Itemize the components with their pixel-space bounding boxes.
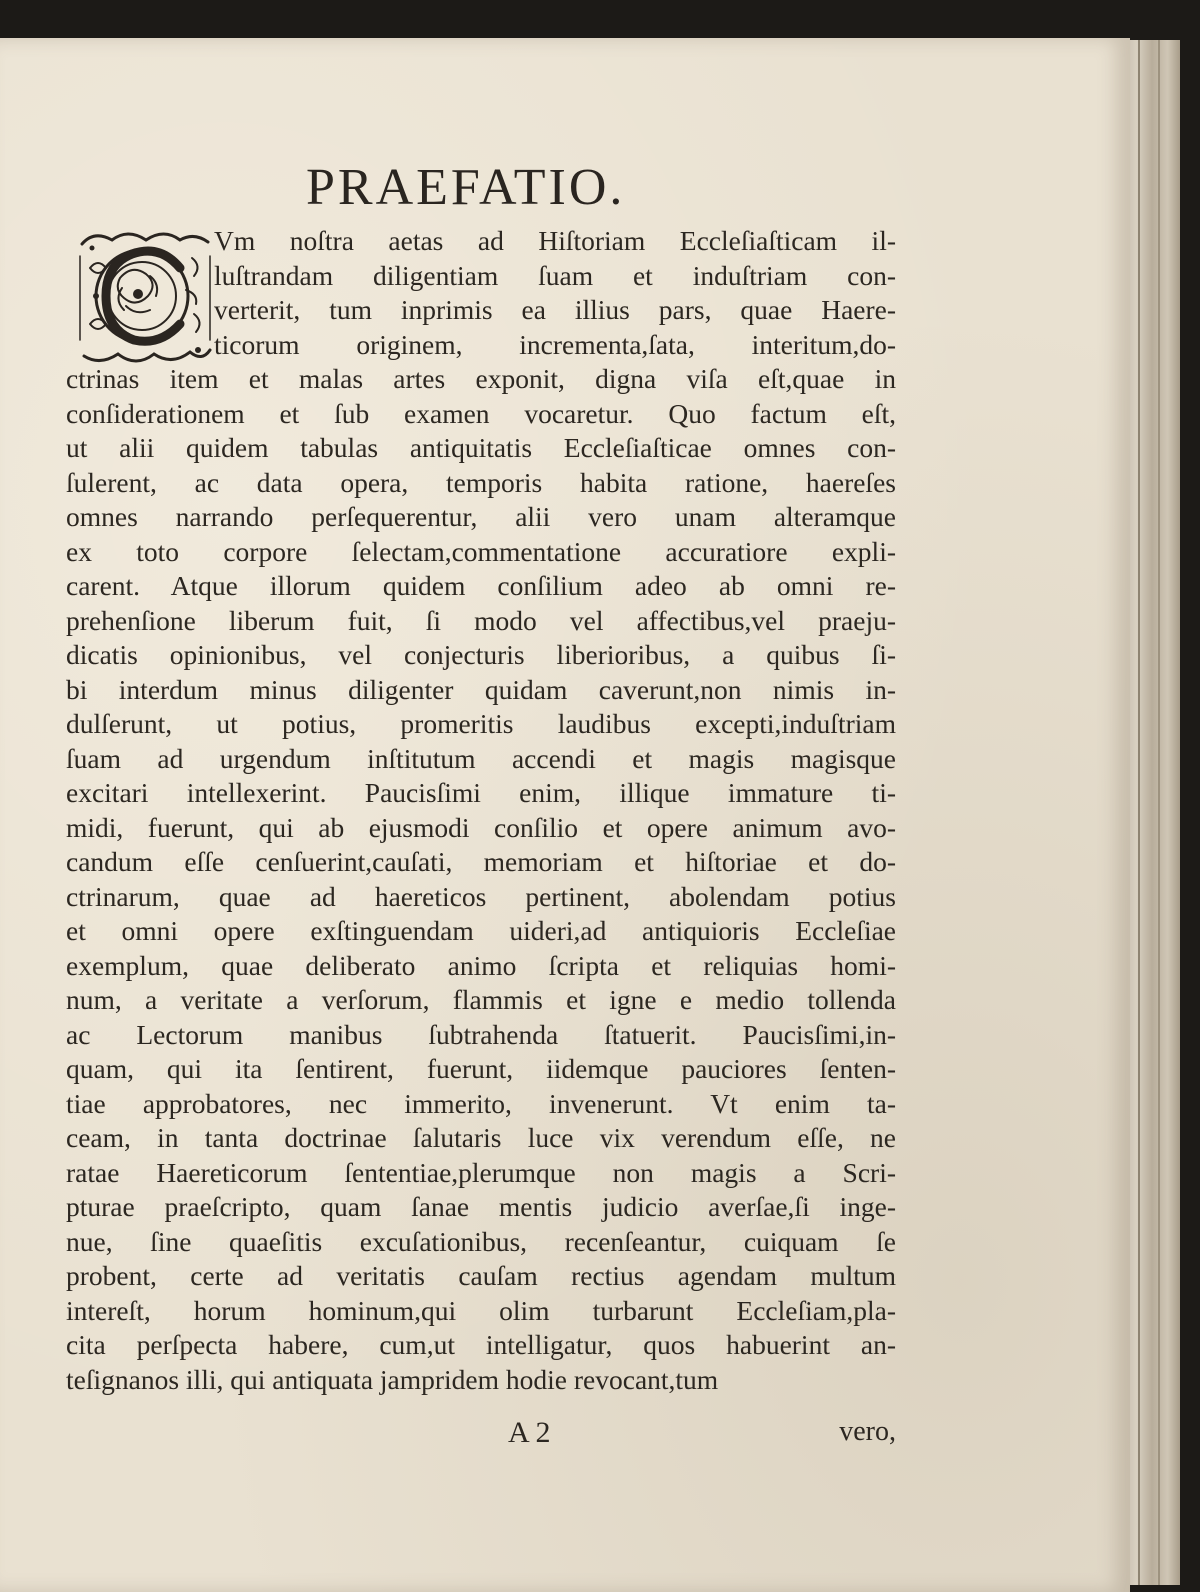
text-line: et omni opere exſtinguendam uideri,ad antiquioris Eccleſiae [66,915,896,946]
text-line: probent, certe ad veritatis cauſam rectius agendam multum [66,1260,896,1291]
text-line: ctrinarum, quae ad haereticos pertinent, abolendam potius [66,880,896,912]
text-line: ratae Haereticorum ſententiae,plerumque non magis a Scri- [66,1156,896,1188]
text-line: verterit, tum inprimis ea illius pars, quae Haere- [214,294,896,325]
text-line: omnes narrando perſequerentur, alii vero unam alteramque [66,501,896,532]
catchword: vero, [839,1416,896,1447]
text-line: ex toto corpore ſelectam,commentatione accuratiore expli- [66,535,896,567]
text-line: cita perſpecta habere, cum,ut intelligatur, quos habuerint an- [66,1329,896,1360]
text-line: intereſt, horum hominum,qui olim turbarunt Eccleſiam,pla- [66,1294,896,1326]
body-text [66,224,896,1397]
text-line: ut alii quidem tabulas antiquitatis Eccleſiaſticae omnes con- [66,432,896,463]
text-line: nue, ſine quaeſitis excuſationibus, recenſeantur, cuiquam ſe [66,1225,896,1257]
text-line: num, a veritate a verſorum, flammis et igne e medio tollenda [66,984,896,1015]
text-line: quam, qui ita ſentirent, fuerunt, iidemque pauciores ſenten- [66,1053,896,1084]
text-line: ſuam ad urgendum inſtitutum accendi et magis magisque [66,742,896,774]
page-footer [66,1416,896,1456]
text-line: tiae approbatores, nec immerito, invenerunt. Vt enim ta- [66,1087,896,1119]
text-line: exemplum, quae deliberato animo ſcripta et reliquias homi- [66,949,896,981]
signature-mark: A 2 [508,1416,551,1449]
text-line: ticorum originem, incrementa,ſata, interitum,do- [214,328,896,360]
text-line: ac Lectorum manibus ſubtrahenda ſtatuerit. Paucisſimi,in- [66,1018,896,1050]
text-line: ctrinas item et malas artes exponit, digna viſa eſt,quae in [66,363,896,394]
text-line: conſiderationem et ſub examen vocaretur. Quo factum eſt, [66,397,896,429]
text-line: candum eſſe cenſuerint,cauſati, memoriam et hiſtoriae et do- [66,846,896,877]
book-page [0,38,1130,1592]
page-title: PRAEFATIO. [306,159,626,216]
text-line: ſulerent, ac data opera, temporis habita ratione, haereſes [66,466,896,498]
text-line: Vm noſtra aetas ad Hiſtoriam Eccleſiaſticam il- [214,225,896,256]
text-line: pturae praeſcripto, quam ſanae mentis judicio averſae,ſi inge- [66,1191,896,1222]
text-line: dulſerunt, ut potius, promeritis laudibus excepti,induſtriam [66,708,896,739]
text-line: luſtrandam diligentiam ſuam et induſtriam con- [214,259,896,291]
text-line: dicatis opinionibus, vel conjecturis liberioribus, a quibus ſi- [66,639,896,670]
text-line: carent. Atque illorum quidem conſilium adeo ab omni re- [66,570,896,601]
text-line: ceam, in tanta doctrinae ſalutaris luce vix verendum eſſe, ne [66,1122,896,1153]
text-line: midi, fuerunt, qui ab ejusmodi conſilio et opere animum avo- [66,811,896,843]
text-line: teſignanos illi, qui antiquata jampridem hodie revocant,tum [66,1363,719,1395]
text-line: bi interdum minus diligenter quidam caverunt,non nimis in- [66,673,896,705]
text-line: excitari intellexerint. Paucisſimi enim, illique immature ti- [66,777,896,808]
text-line: prehenſione liberum fuit, ſi modo vel affectibus,vel praeju- [66,604,896,636]
